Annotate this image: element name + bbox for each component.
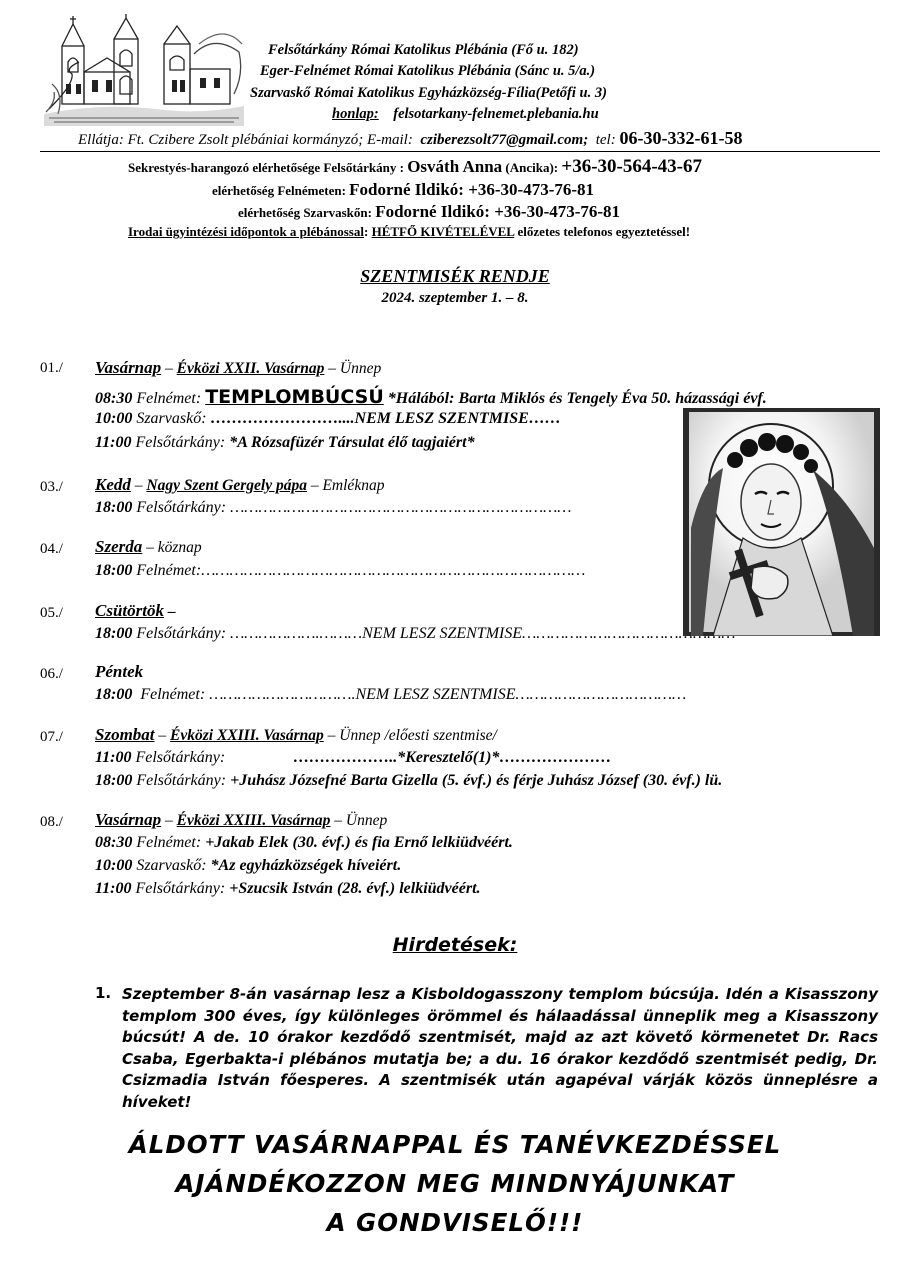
szarvasko-phone: Fodorné Ildikó: +36-30-473-76-81 xyxy=(375,202,621,221)
homepage-label: honlap: xyxy=(332,106,379,122)
mass-row xyxy=(95,834,513,852)
day-name: Vasárnap xyxy=(95,358,162,377)
day-header xyxy=(95,810,387,830)
mass-place: Felnémet: xyxy=(132,834,206,851)
day-sep: – xyxy=(130,477,147,494)
day-rank: – Ünnep xyxy=(324,360,382,377)
day-name: Vasárnap xyxy=(95,810,162,829)
mass-intention: ………………..*Keresztelő(1)*………………… xyxy=(229,749,612,766)
mass-intention: +Juhász Józsefné Barta Gizella (5. évf.) és férje Juhász József (30. évf.) lü. xyxy=(230,772,723,789)
mass-time: 18:00 xyxy=(95,686,133,703)
office-label: Irodai ügyintézési időpontok a plébánossal xyxy=(128,224,364,239)
parish-felsotarkany: Felsőtárkány Római Katolikus Plébánia (Fő u. 182) xyxy=(268,42,579,58)
day-sep: – xyxy=(161,812,177,829)
email-link[interactable]: cziberezsolt77@gmail.com; xyxy=(420,132,589,148)
mass-time: 18:00 xyxy=(95,625,133,642)
mass-place: Felsőtárkány: xyxy=(132,625,231,642)
mass-intention: ……………….………NEM LESZ SZENTMISE……………………………………… xyxy=(230,625,736,642)
day-header xyxy=(95,475,384,495)
blessing-line-1: ÁLDOTT VASÁRNAPPAL ÉS TANÉVKEZDÉSSEL xyxy=(128,1130,782,1159)
header-divider xyxy=(40,151,880,152)
day-feast: Évközi XXIII. Vasárnap xyxy=(176,812,331,829)
day-header xyxy=(95,725,497,745)
felnemet-phone: Fodorné Ildikó: +36-30-473-76-81 xyxy=(349,180,595,199)
schedule-title: SZENTMISÉK RENDJE xyxy=(360,266,550,286)
day-header xyxy=(95,358,381,378)
announcement-number: 1. xyxy=(95,984,112,1002)
mass-intention: ……………………………………………………………………… xyxy=(201,562,586,579)
mass-place: Felnémet: xyxy=(132,562,202,579)
tel-number: 06-30-332-61-58 xyxy=(619,128,743,148)
day-number: 01./ xyxy=(40,360,63,376)
mass-time: 18:00 xyxy=(95,499,133,516)
day-rank: köznap xyxy=(157,539,202,556)
office-exception: HÉTFŐ KIVÉTELÉVEL xyxy=(371,224,515,239)
mass-time: 11:00 xyxy=(95,880,132,897)
day-sep: – xyxy=(154,727,171,744)
mass-special: TEMPLOMBÚCSÚ xyxy=(205,386,384,408)
day-header xyxy=(95,601,176,621)
homepage-line xyxy=(332,106,599,123)
tel-label: tel: xyxy=(595,132,616,148)
day-number: 07./ xyxy=(40,729,63,745)
felnemet-contact xyxy=(212,180,594,200)
day-header xyxy=(95,662,143,682)
day-sep: – xyxy=(161,360,177,377)
mass-time: 18:00 xyxy=(95,772,133,789)
day-name: Kedd xyxy=(95,475,131,494)
mass-row xyxy=(95,772,722,790)
mass-place: Felsőtárkány: xyxy=(132,772,231,789)
mass-intention: *A Rózsafüzér Társulat élő tagjaiért* xyxy=(229,434,475,451)
day-name: Csütörtök xyxy=(95,601,164,620)
mass-time: 08:30 xyxy=(95,834,133,851)
office-hours xyxy=(128,224,690,240)
parish-szarvasko: Szarvaskő Római Katolikus Egyházközség-Fília(Petőfi u. 3) xyxy=(250,85,607,101)
mass-time: 11:00 xyxy=(95,434,132,451)
pastor-text: Ellátja: Ft. Czibere Zsolt plébániai kormányzó; E-mail: xyxy=(78,132,413,148)
day-number: 06./ xyxy=(40,666,63,682)
day-feast: Nagy Szent Gergely pápa xyxy=(146,477,307,494)
day-name: Szerda xyxy=(95,537,143,556)
blessing-line-2: AJÁNDÉKOZZON MEG MINDNYÁJUNKAT xyxy=(175,1169,735,1198)
day-number: 08./ xyxy=(40,814,63,830)
day-name: Szombat xyxy=(95,725,155,744)
mass-time: 18:00 xyxy=(95,562,133,579)
announcement-text: Szeptember 8-án vasárnap lesz a Kisboldogasszony templom búcsúja. Idén a Kisasszony templom 300 éves, így különleges örömmel és hálaadással ünneplik meg a Kisasszony búcsút! A de. 10 órakor kezdődő szentmisét, majd az azt követő körmenetet Dr. Racs Csaba, Egerbakta-i plébános mutatja be; a du. 16 órakor kezdődő szentmisét pedig, Dr. Csizmadia István főesperes. A szentmisék után agapéval várják közös ünneplésre a híveket! xyxy=(122,985,878,1111)
mass-row xyxy=(95,499,572,517)
day-rank: – Ünnep /előesti szentmise/ xyxy=(323,727,497,744)
mass-intention: ……………………………………………………………… xyxy=(230,499,572,516)
mass-place: Felnémet: xyxy=(132,390,206,407)
mass-place: Felsőtárkány: xyxy=(132,499,231,516)
office-note: előzetes telefonos egyeztetéssel! xyxy=(514,224,691,239)
announcements-title: Hirdetések: xyxy=(392,934,518,956)
day-rank: – Emléknap xyxy=(306,477,385,494)
parish-eger-felnemet: Eger-Felnémet Római Katolikus Plébánia (Sánc u. 5/a.) xyxy=(260,63,596,79)
sacristan-contact xyxy=(128,156,702,178)
office-colon: : xyxy=(363,224,369,239)
szarvasko-label: elérhetőség Szarvaskőn: xyxy=(238,205,372,220)
blessing-line-3: A GONDVISELŐ!!! xyxy=(326,1208,584,1237)
day-sep: – xyxy=(163,603,176,620)
mass-place: Szarvaskő: xyxy=(132,410,211,427)
mass-time: 08:30 xyxy=(95,390,133,407)
mass-row xyxy=(95,880,481,898)
mass-place: Szarvaskő: xyxy=(132,857,211,874)
szarvasko-contact xyxy=(238,202,620,222)
mass-row xyxy=(95,625,736,643)
day-header xyxy=(95,537,202,557)
mass-time: 10:00 xyxy=(95,857,133,874)
homepage-link[interactable]: felsotarkany-felnemet.plebania.hu xyxy=(393,106,599,122)
mass-row xyxy=(95,857,401,875)
mass-place: Felsőtárkány: xyxy=(131,434,230,451)
mass-place: Felsőtárkány: xyxy=(131,749,230,766)
mass-time: 10:00 xyxy=(95,410,133,427)
mass-place: Felnémet: xyxy=(132,686,210,703)
mass-intention: ……………………....NEM LESZ SZENTMISE…… xyxy=(210,410,561,427)
mass-intention: +Jakab Elek (30. évf.) és fia Ernő lelkiüdvéért. xyxy=(205,834,513,851)
saint-portrait-image xyxy=(683,408,880,636)
mass-intention: +Szucsik István (28. évf.) lelkiüdvéért. xyxy=(229,880,481,897)
day-sep: – xyxy=(142,539,158,556)
mass-intention: ………………………….NEM LESZ SZENTMISE……………………………… xyxy=(209,686,687,703)
mass-row xyxy=(95,749,611,767)
sacristan-nick: (Ancika): xyxy=(505,160,559,175)
day-number: 03./ xyxy=(40,479,63,495)
mass-intention: *Az egyházközségek híveiért. xyxy=(210,857,402,874)
sacristan-label: Sekrestyés-harangozó elérhetősége Felsőtárkány : xyxy=(128,160,404,175)
sacristan-phone: +36-30-564-43-67 xyxy=(561,156,703,177)
mass-time: 11:00 xyxy=(95,749,132,766)
felnemet-label: elérhetőség Felnémeten: xyxy=(212,183,346,198)
mass-place: Felsőtárkány: xyxy=(131,880,230,897)
sacristan-name: Osváth Anna xyxy=(407,157,503,176)
church-sketch-icon xyxy=(44,14,244,126)
mass-row xyxy=(95,386,767,408)
day-number: 05./ xyxy=(40,605,63,621)
mass-row xyxy=(95,410,561,428)
mass-row xyxy=(95,686,686,704)
day-feast: Évközi XXII. Vasárnap xyxy=(176,360,325,377)
schedule-date-range: 2024. szeptember 1. – 8. xyxy=(381,290,529,306)
day-number: 04./ xyxy=(40,541,63,557)
mass-row xyxy=(95,562,585,580)
day-feast: Évközi XXIII. Vasárnap xyxy=(170,727,324,744)
mass-intention: *Hálából: Barta Miklós és Tengely Éva 50. házassági évf. xyxy=(383,390,767,407)
mass-row xyxy=(95,434,475,452)
pastor-line xyxy=(78,128,742,149)
day-rank: – Ünnep xyxy=(330,812,388,829)
day-name: Péntek xyxy=(95,662,144,681)
